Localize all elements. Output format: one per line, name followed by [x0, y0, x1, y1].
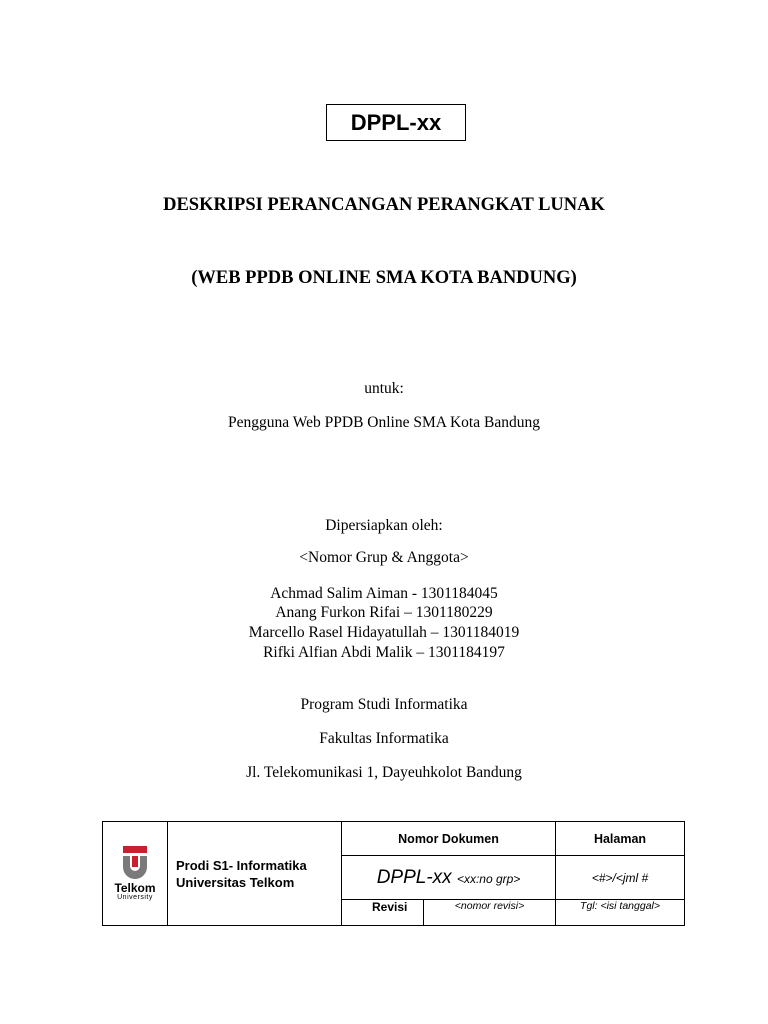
halaman-value: <#>/<jml # — [556, 856, 685, 900]
tanggal-value: Tgl: <isi tanggal> — [556, 900, 685, 926]
for-value: Pengguna Web PPDB Online SMA Kota Bandung — [228, 414, 540, 431]
member-name: Achmad Salim Aiman - 1301184045 — [270, 585, 498, 602]
document-code-box — [326, 104, 466, 141]
for-label: untuk: — [364, 380, 404, 397]
prodi-line-1: Prodi S1- Informatika — [176, 857, 307, 873]
address: Jl. Telekomunikasi 1, Dayeuhkolot Bandung — [246, 764, 522, 781]
document-subtitle: (WEB PPDB ONLINE SMA KOTA BANDUNG) — [191, 268, 577, 288]
halaman-label: Halaman — [556, 822, 685, 856]
member-name: Rifki Alfian Abdi Malik – 1301184197 — [263, 644, 505, 661]
revisi-value: <nomor revisi> — [424, 900, 556, 926]
program-name: Program Studi Informatika — [300, 696, 468, 713]
document-info-table — [102, 821, 685, 926]
logo-text: Telkom — [114, 880, 156, 895]
prodi-cell — [168, 822, 342, 926]
document-title: DESKRIPSI PERANCANGAN PERANGKAT LUNAK — [163, 195, 605, 215]
prepared-label: Dipersiapkan oleh: — [325, 517, 443, 534]
telkom-university-logo — [103, 846, 167, 902]
document-number-suffix: <xx:no grp> — [456, 871, 521, 886]
group-placeholder: <Nomor Grup & Anggota> — [299, 549, 469, 566]
document-number-cell — [342, 856, 556, 900]
document-number: DPPL-xx — [376, 866, 452, 888]
faculty-name: Fakultas Informatika — [319, 730, 449, 747]
member-name: Anang Furkon Rifai – 1301180229 — [275, 604, 493, 621]
revisi-label: Revisi — [342, 900, 424, 926]
prodi-line-2: Universitas Telkom — [176, 874, 295, 890]
document-code: DPPL-xx — [350, 109, 442, 135]
logo-subtext: University — [117, 893, 153, 901]
telkom-logo-cell — [103, 822, 168, 926]
telkom-emblem-icon — [120, 846, 150, 880]
member-name: Marcello Rasel Hidayatullah – 1301184019 — [248, 624, 520, 641]
nomor-dokumen-label: Nomor Dokumen — [342, 822, 556, 856]
